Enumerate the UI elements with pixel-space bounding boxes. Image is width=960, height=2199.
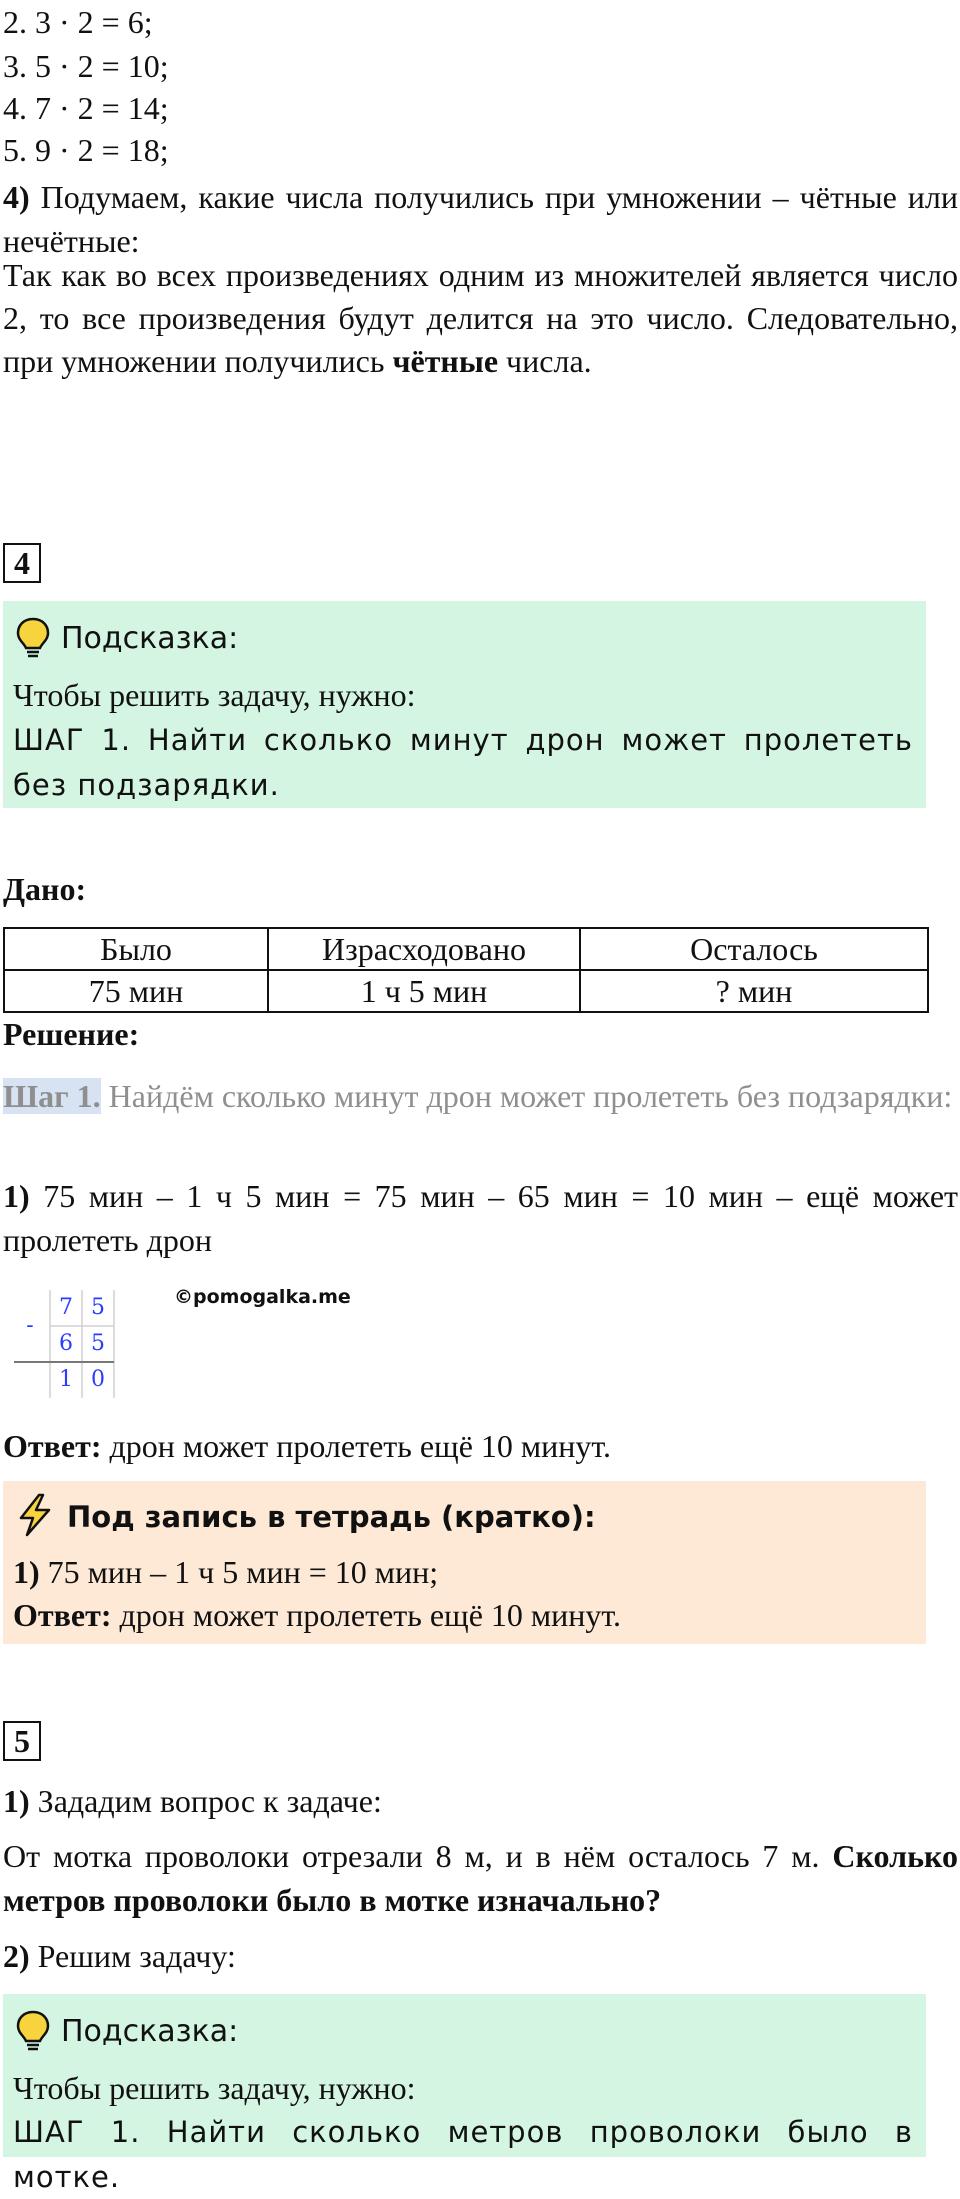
step1-paragraph bbox=[3, 1074, 958, 1118]
table-header-cell: Израсходовано bbox=[268, 928, 580, 970]
given-table bbox=[3, 927, 929, 1013]
note-line1-text: 75 мин – 1 ч 5 мин = 10 мин; bbox=[39, 1554, 439, 1590]
minus-sign: - bbox=[26, 1313, 34, 1338]
hint-step-text: Найти сколько минут дрон может пролететь без подзарядки. bbox=[13, 723, 913, 802]
explanation-end: числа. bbox=[498, 343, 592, 379]
lightbulb-icon bbox=[13, 615, 53, 661]
calc-digit: 5 bbox=[91, 1295, 105, 1320]
hint-step bbox=[13, 717, 913, 807]
table-cell: 75 мин bbox=[4, 970, 268, 1012]
hint-step-label: ШАГ 1. bbox=[13, 2115, 141, 2149]
task-number-4: 4 bbox=[3, 543, 41, 583]
solution-label: Решение: bbox=[3, 1016, 140, 1052]
task5-question-line bbox=[3, 1779, 382, 1823]
watermark: ©pomogalka.me bbox=[174, 1286, 351, 1308]
table-header-cell: Осталось bbox=[580, 928, 928, 970]
task5-q-text: Зададим вопрос к задаче: bbox=[29, 1783, 382, 1819]
equation-line-2: 2. 3 · 2 = 6; bbox=[3, 4, 153, 40]
hint-title: Подсказка: bbox=[61, 621, 239, 656]
given-label: Дано: bbox=[3, 871, 87, 907]
part4-number: 4) bbox=[3, 179, 30, 215]
task5-problem-text: От мотка проволоки отрезали 8 м, и в нём осталось 7 м. bbox=[3, 1838, 833, 1874]
part4-text: Подумаем, какие числа получились при умножении – чётные или нечётные: bbox=[3, 179, 958, 259]
table-header-cell: Было bbox=[4, 928, 268, 970]
hint-step-label: ШАГ 1. bbox=[13, 723, 132, 757]
equation-line-4: 4. 7 · 2 = 14; bbox=[3, 90, 169, 126]
hint-step bbox=[13, 2109, 913, 2199]
table-cell: ? мин bbox=[580, 970, 928, 1012]
hint-box-task5 bbox=[3, 1994, 926, 2194]
hint-intro: Чтобы решить задачу, нужно: bbox=[13, 677, 416, 713]
lightning-icon bbox=[15, 1493, 55, 1537]
table-header-row bbox=[4, 928, 928, 970]
calc-digit: 1 bbox=[59, 1367, 73, 1392]
calc-digit: 5 bbox=[91, 1331, 105, 1356]
note-line1-number: 1) bbox=[13, 1554, 40, 1590]
task5-problem bbox=[3, 1834, 958, 1922]
task5-solve-number: 2) bbox=[3, 1938, 30, 1974]
explanation-text: Так как во всех произведениях одним из множителей является число 2, то все произведения будут делится на это число. Следовательно, при умножении получились bbox=[3, 257, 958, 379]
answer-text: дрон может пролететь ещё 10 минут. bbox=[101, 1428, 611, 1464]
step1-text: Найдём сколько минут дрон может пролететь без подзарядки: bbox=[100, 1078, 953, 1114]
hint-step-text: Найти сколько метров проволоки было в мотке. bbox=[13, 2115, 913, 2194]
calc-number: 1) bbox=[3, 1178, 30, 1214]
calc-digit: 0 bbox=[91, 1367, 105, 1392]
note-box bbox=[3, 1481, 926, 1644]
note-title: Под запись в тетрадь (кратко): bbox=[67, 1500, 596, 1534]
task5-problem-question: Сколько метров проволоки было в мотке изначально? bbox=[3, 1838, 958, 1918]
hint-box-task4 bbox=[3, 601, 926, 808]
task5-solve-text: Решим задачу: bbox=[29, 1938, 236, 1974]
task-number-5: 5 bbox=[3, 1721, 41, 1761]
step1-label: Шаг 1. bbox=[3, 1078, 101, 1114]
task5-q-number: 1) bbox=[3, 1783, 30, 1819]
equation-line-3: 3. 5 · 2 = 10; bbox=[3, 48, 169, 84]
part4-paragraph bbox=[3, 175, 958, 263]
note-line1 bbox=[13, 1550, 438, 1594]
answer-line bbox=[3, 1424, 611, 1468]
calc-paragraph bbox=[3, 1174, 958, 1262]
note-answer-text: дрон может пролететь ещё 10 минут. bbox=[111, 1597, 621, 1633]
explanation-paragraph bbox=[3, 254, 958, 383]
table-cell: 1 ч 5 мин bbox=[268, 970, 580, 1012]
lightbulb-icon bbox=[13, 2008, 53, 2054]
calc-digit: 6 bbox=[59, 1331, 73, 1356]
task5-solve-line bbox=[3, 1934, 236, 1978]
note-answer bbox=[13, 1593, 621, 1637]
explanation-bold: чётные bbox=[392, 343, 499, 379]
note-answer-label: Ответ: bbox=[13, 1597, 112, 1633]
equation-line-5: 5. 9 · 2 = 18; bbox=[3, 132, 169, 168]
table-row bbox=[4, 970, 928, 1012]
calc-text: 75 мин – 1 ч 5 мин = 75 мин – 65 мин = 10 мин – ещё может пролететь дрон bbox=[3, 1178, 958, 1258]
answer-label: Ответ: bbox=[3, 1428, 102, 1464]
hint-intro: Чтобы решить задачу, нужно: bbox=[13, 2070, 416, 2106]
hint-title: Подсказка: bbox=[61, 2014, 239, 2049]
calc-digit: 7 bbox=[59, 1295, 73, 1320]
